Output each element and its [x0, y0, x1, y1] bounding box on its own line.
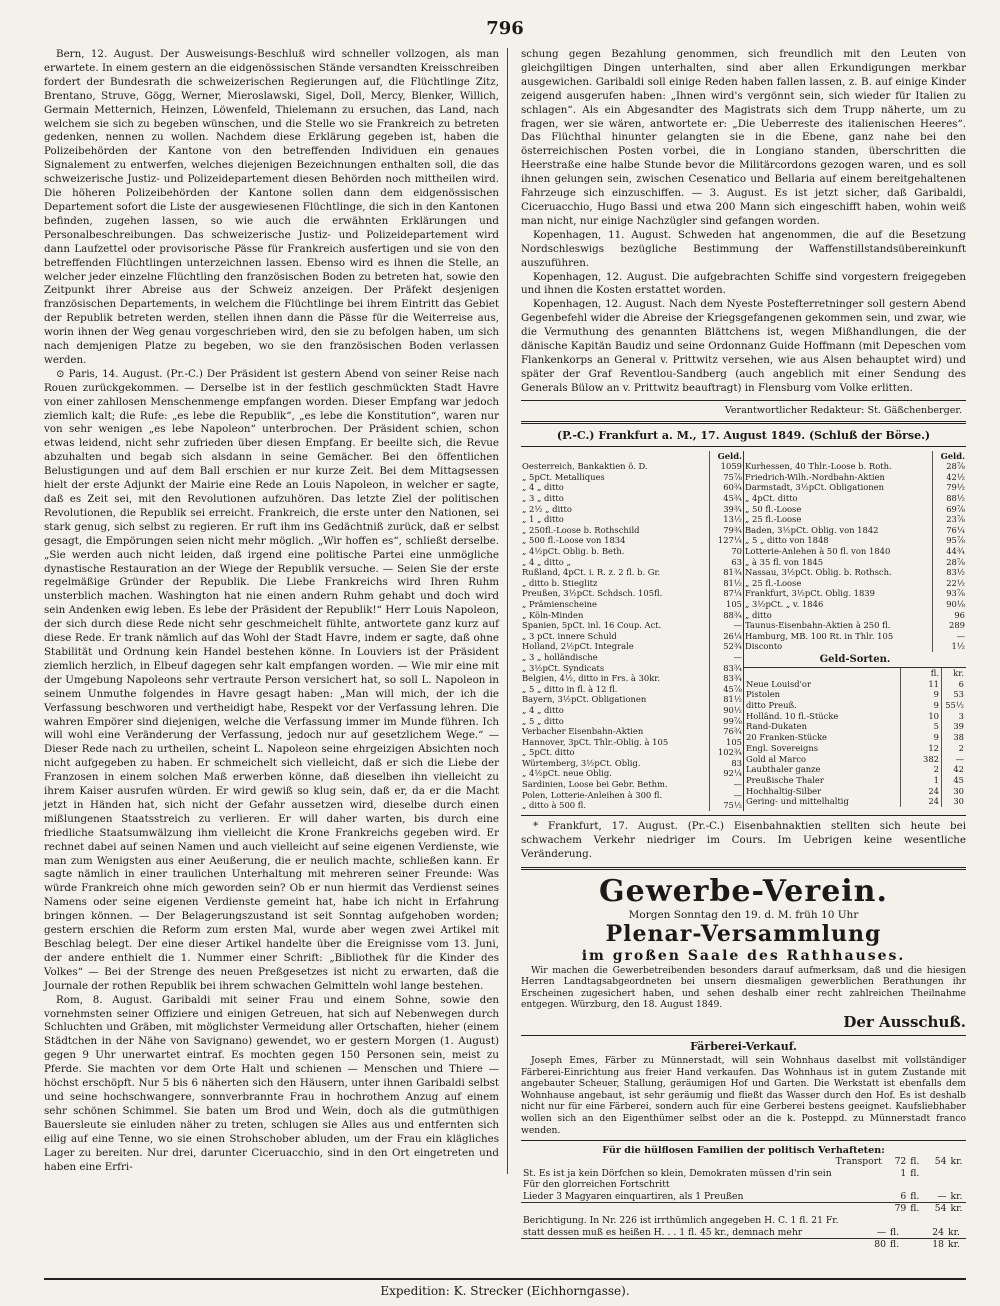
boerse-row: Holland, 2½pCt. Integrale 52¾	[522, 641, 742, 652]
boerse-row: Preußen, 3½pCt. Schdsch. 105fl. 87¼	[522, 588, 742, 599]
boerse-row: Frankfurt, 3½pCt. Oblig. 1839 93⅞	[745, 588, 965, 599]
boerse-title: (P.-C.) Frankfurt a. M., 17. August 1849. (Schluß der Börse.)	[556, 428, 931, 442]
geldsorte-row: Engl. Sovereigns 12 2	[746, 742, 964, 753]
boerse-row: Lotterie-Anlehen à 50 fl. von 1840 44¾	[745, 546, 965, 556]
boerse-row: „ 4½pCt. Oblig. b. Beth. 70	[522, 546, 742, 556]
plenar-versammlung: Plenar-Versammlung	[605, 920, 882, 947]
boerse-row: „ 25 fl.-Loose 22½	[745, 577, 965, 588]
boerse-row: „ 5 „ ditto in fl. à 12 fl. 45⅞	[522, 683, 742, 694]
faerberei-text: Joseph Emes, Färber zu Münnerstadt, will sein Wohnhaus daselbst mit vollständiger Färberei-Einrichtung aus freier Hand verkaufen. Das Wohnhaus ist in gutem Zustande mit angebauter Scheuer, Stallung, geräumigen Hof und Garten. Die Werkstatt ist ebenfalls dem Wohnhause angebaut, ist sehr geräumig und fließt das Wasser durch den Hof. Es ist deshalb nicht nur für eine Färberei, sondern auch für eine Gerberei bestens geeignet. Kaufsliebhaber wollen sich an den Eigenthümer selbst oder an die k. Posteppd. zu Münnerstadt franco wenden.	[521, 1054, 966, 1136]
geldsorten-table: fl. kr. Neue Louisd'or 11 6 Pistolen 9 53 ditto Preuß. 9 55½ Holländ. 10 fl.-Stücke 10 3 Rand-Dukaten 5 39 20 Franken-Stücke 9 38 Engl. Sovereigns 12 2 Gold al Marco 382 — Laubthaler ganze 2 42 Preußische Thaler 1 45 Hochhaltig-Silber 24 30 Gering- und mittelhaltig 24 30	[746, 667, 964, 807]
article-kopenhagen-2: Kopenhagen, 12. August. Die aufgebrachten Schiffe sind vorgestern freigegeben und ihnen die Kosten erstattet worden.	[521, 270, 966, 297]
boerse-row: Bayern, 3½pCt. Obligationen 81½	[522, 694, 742, 705]
boerse-row: „ 5 „ ditto 99⅞	[522, 715, 742, 726]
boerse-row: „ 4 „ ditto 90½	[522, 704, 742, 715]
boerse-row: „ 50 fl.-Loose 69⅞	[745, 503, 965, 514]
article-rom: Rom, 8. August. Garibaldi mit seiner Frau und einem Sohne, sowie den vornehmsten seiner Offiziere und einigen Getreuen, hat sich auf Nebenwegen durch Schluchten und Gräben, mit möglichster Vermeidung aller Ortschaften, hieher (einem Städtchen in der Nähe von Savignano) gewendet, wo er gestern Morgen (1. August) gegen 9 Uhr unerwartet eintraf. Es mochten gegen 150 Personen sein, meist zu Pferde. Sie machten vor dem Orte Halt und schienen — Menschen und Thiere — höchst erschöpft. Nur 5 bis 6 näherten sich den Häusern, unter ihnen Garibaldi selbst und seine hochschwangere, sonnverbrannte Frau in hochrothem Anzug auf einem sehr schönen Schimmel. Sie baten um Brod und Wein, doch als die gutmüthigen Bauersleute sie einluden näher zu treten, schlugen sie Alles aus und entfernten sich eilig auf eine Tenne, wo sie einen Strohschober abluden, um der Frau ein klägliches Lager zu bereiten. Nur drei, darunter Ciceruacchio, sind in den Ort eingetreten und haben eine Erfri-	[44, 993, 499, 1173]
boerse-row: Nassau, 3½pCt. Oblig. b. Rothsch. 83½	[745, 567, 965, 578]
geldsorte-row: Pistolen 9 53	[746, 689, 964, 700]
boerse-row: „ ditto 96	[745, 609, 965, 620]
donations-table	[521, 1156, 966, 1215]
footer-expedition: Expedition: K. Strecker (Eichhorngasse).	[44, 1278, 966, 1298]
left-column	[44, 48, 508, 1174]
donations-title: Für die hülflosen Familien der politisch Verhafteten:	[602, 1145, 885, 1157]
boerse-row: „ 3 „ ditto 45¾	[522, 493, 742, 504]
divider	[521, 400, 966, 401]
geldsorte-row: Holländ. 10 fl.-Stücke 10 3	[746, 710, 964, 721]
geldsorte-row: Neue Louisd'or 11 6	[746, 678, 964, 689]
boerse-row: Hamburg, MB. 100 Rt. in Thlr. 105 —	[745, 630, 965, 641]
boerse-table-left: Geld. Oesterreich, Bankaktien ö. D. 1059 „ 5pCt. Metalliques 75⅞ „ 4 „ ditto 60¾ „ 3 „ ditto 45¾ „ 2½ „ ditto 39¾ „ 1 „ ditto 13½ „ 250fl.-Loose b. Rothschild 79¾ „ 500 fl.-Loose von 1834 127¼ „ 4½pCt. Oblig. b. Beth. 70 „ 4 „ ditto „ 63 Rußland, 4pCt. i. R. z. 2 fl. b. Gr. 81¾ „ ditto b. Stieglitz 81½ Preußen, 3½pCt. Schdsch. 105fl. 87¼ „ Prämienscheine 105 „ Köln-Minden 88¾ Spanien, 5pCt. inl. 16 Coup. Act. — „ 3 pCt. innere Schuld 26¼ Holland, 2½pCt. Integrale 52¾ „ 3 „ holländische — „ 3½pCt. Syndicats 83¾ Belgien, 4½, ditto in Frs. à 30kr. 83¾ „ 5 „ ditto in fl. à 12 fl. 45⅞ Bayern, 3½pCt. Obligationen 81½ „ 4 „ ditto 90½ „ 5 „ ditto 99⅞ Verbacher Eisenbahn-Aktien 76¾ Hannover, 3pCt. Thlr.-Oblig. à 105 105 „ 5pCt. ditto 102¾ Würtemberg, 3½pCt. Oblig. 83 „ 4½pCt. neue Oblig. 92¼ Sardinien, Loose bei Gebr. Bethm. — Polen, Lotterie-Anleihen à 300 fl. — „ ditto à 500 fl. 75½	[522, 450, 742, 811]
boerse-row: Rußland, 4pCt. i. R. z. 2 fl. b. Gr. 81¾	[522, 567, 742, 578]
divider	[521, 446, 966, 447]
geldsorte-row: Gering- und mittelhaltig 24 30	[746, 796, 964, 807]
article-bern: Bern, 12. August. Der Ausweisungs-Beschluß wird schneller vollzogen, als man erwartete. In einem gestern an die eidgenössischen Stände versandten Kreisschreiben fordert der Bundesrath die schweizerischen Regierungen auf, die Flüchtlinge Zitz, Brentano, Struve, Gögg, Werner, Mieroslawski, Sigel, Doll, Mercy, Blenker, Willich, Germain Metternich, Heinzen, Löwenfeld, Thielemann zu ersuchen, das Land, nach welchem sie sich zu begeben wünschen, und die Stelle wo sie Frankreich zu betreten gedenken, nennen zu wollen. Nachdem diese Erklärung gegeben ist, haben die Polizeibehörden der Kantone von den betreffenden Individuen ein genaues Signalement zu entwerfen, welches diejenigen Bezeichnungen enthalten soll, die das schweizerische Justiz- und Polizeidepartement diesen Behörden noch mittheilen wird. Die höheren Polizeibehörden der Kantone sollen dann dem eidgenössischen Departement sofort die Liste der ausgewiesenen Flüchtlinge, die sich in den Kantonen befinden, zugehen lassen, so wie auch die erwähnten Erklärungen und Personalbeschreibungen. Das schweizerische Justiz- und Polizeidepartement wird dann Laufzettel oder provisorische Pässe für Frankreich ausfertigen und sie von den betreffenden Flüchtlingen unterzeichnen lassen. Ebenso wird es ihnen die Stelle, an welcher jeder einzelne Flüchtling den französischen Boden zu betreten hat, sowie den Zeitpunkt ihrer Abreise aus der Schweiz anzeigen. Der Präfekt desjenigen französischen Departements, in welchem die Flüchtlinge bei ihrem Eintritt das Gebiet der Republik betreten werden, stellen ihnen dann die Pässe für die Weiterreise aus, worin ihnen der Weg genau vorgeschrieben wird, den sie zu befolgen haben, um sich nach demjenigen Platze zu begeben, wo sie den französischen Boden verlassen werden.	[44, 48, 499, 366]
boerse-row: „ 5pCt. Metalliques 75⅞	[522, 471, 742, 482]
geldsorte-row: Preußische Thaler 1 45	[746, 774, 964, 785]
berichtigung-row: 80 fl. 18 kr.	[521, 1239, 966, 1251]
article-paris: ⊙ Paris, 14. August. (Pr.-C.) Der Präsident ist gestern Abend von seiner Reise nach Rouen zurückgekommen. — Derselbe ist in der festlich geschmückten Stadt Havre von einer zahllosen Menschenmenge empfangen worden. Dieser Empfang war jedoch ziemlich kalt; die Rufe: „es lebe die Republik“, „es lebe die Konstitution“, waren nur von sehr wenigen „es lebe Napoleon“ unterbrochen. Der Präsident schien, schon etwas leidend, nicht sehr zufrieden über diesen Empfang. Er beeilte sich, die Revue abzuhalten und begab sich alsdann in seine Gemächer. Bei den öffentlichen Belustigungen und auf dem Ball erschien er nur kurze Zeit. Bei dem Mittagsessen hielt der erste Adjunkt der Mairie eine Rede an Louis Napoleon, in welcher er sagte, daß es Zeit sei, mit den Revolutionen aufzuhören. Das letzte Ziel der politischen Revolutionen, die Republik sei erreicht. Frankreich, die erste unter den Nationen, sei stark genug, sich selbst zu regieren. Er ruft ihm ins Gedächtniß zurück, daß er selbst gesagt, die Empörungen seien nicht mehr möglich. „Wir hoffen es“, schließt derselbe. „Sie werden auch nicht leiden, daß irgend eine politische Partei eine unmögliche dynastische Restauration an der Wiege der Republik versuche. — Seien Sie der erste regelmäßige Gründer der Republik. Die Liebe Frankreichs wird Ihren Ruhm unsterblich machen. Washington hat nie einen andern Ruhm gehabt und doch wird sein Andenken ewig leben. Es lebe der Präsident der Republik!“ Herr Louis Napoleon, der sich durch diese Rede nicht sehr geschmeichelt fühlte, antwortete ganz kurz auf diese Rede. Er trank nämlich auf das Wohl der Stadt Havre, indem er sagte, daß ohne Stabilität und Ordnung kein Handel bestehen könne. In Louviers ist der Präsident ziemlich herzlich, in Elbeuf dagegen sehr kalt empfangen worden. — Wie mir eine mit der Umgebung Napoleons sehr vertraute Person versichert hat, so soll L. Napoleon in seinem Unmuthe folgendes in Havre gesagt haben: „Man will mich, der ich die Verfassung beschworen und vertheidigt habe, Respekt vor der Verfassung lehren. Die wahren Empörer sind diejenigen, welche die Verfassung immer im Munde führen. Ich will wohl eine Veränderung der Verfassung, jedoch nur auf gesetzlichem Wege.“ — Dieser Rede nach zu urtheilen, scheint L. Napoleon seine ehrgeizigen Absichten noch nicht aufgegeben zu haben. Er schmeichelt sich vielleicht, daß er sich die Liebe der Franzosen in einem solchen Maß erwerben könne, daß dieselben ihn vielleicht zu ihrem Kaiser ausrufen würden. Er wird gewiß so klug sein, daß er, da er die Macht jetzt in Händen hat, sich nicht der Gefahr aussetzen wird, dieselbe durch einen mißlungenen Staatsstreich zu verlieren. Er will daher warten, bis durch eine friedliche Staatsumwälzung ihm vielleicht die Krone Frankreichs gegeben wird. Er rechnet dabei auf seinen Namen und auch vielleicht auf seine eigenen Verdienste, wie man zum Wenigsten aus einer Aeußerung, die er neulich machte, schließen kann. Er sagte nämlich in einer traulichen Unterhaltung mit mehreren seiner Freunde: Was würde Frankreich ohne mich geworden sein? Ob er nun hiermit das Verdienst seines Namens oder seine eigenen Verdienste gemeint hat, habe ich nicht in Erfahrung bringen können. — Der Belagerungszustand ist seit Sonntag aufgehoben worden; gestern erschien die Reform zum ersten Mal, wurde aber wegen zwei Artikel mit Beschlag belegt. Der eine dieser Artikel handelte über die Ereignisse vom 13. Juni, der andere enthielt die 1. Nummer einer Schrift: „Bibliothek für die Kinder des Volkes“ — Bei der Strenge des neuen Preßgesetzes ist nicht zu erwarten, daß die Journale der rothen Republik bei ihrem schwachen Gelmitteln wohl lange bestehen.	[44, 367, 499, 992]
berichtigung-row: Berichtigung. In Nr. 226 ist irrthümlich angegeben H. C. 1 fl. 21 Fr.	[523, 1215, 839, 1227]
boerse-row: Würtemberg, 3½pCt. Oblig. 83	[522, 757, 742, 768]
boerse-row: Darmstadt, 3½pCt. Obligationen 79½	[745, 482, 965, 493]
boerse-row: „ 250fl.-Loose b. Rothschild 79¾	[522, 524, 742, 535]
article-kopenhagen-3: Kopenhagen, 12. August. Nach dem Nyeste Postefterretninger soll gestern Abend Gegenbefehl wider die Abreise der Kriegsgefangenen gekommen sein, und zwar, wie die Vermuthung des genannten Blättchens ist, wegen Mißhandlungen, die der dänische Kapitän Baudiz und seine Ordonnanz Guide Hoffmann (mit Depeschen vom Flankenkorps an General v. Prittwitz versehen, wie aus Alsen behauptet wird) und später der Graf Reventlou-Sandberg (auch angeblich mit einer Sendung des Generals Bülow an v. Prittwitz beauftragt) in Flensburg vom Volke erlitten.	[521, 298, 966, 394]
geldsorte-row: ditto Preuß. 9 55½	[746, 700, 964, 711]
geldsorte-row: Gold al Marco 382 —	[746, 753, 964, 764]
donation-row: St. Es ist ja kein Dörfchen so klein, Demokraten müssen d'rin sein 1 fl.	[523, 1167, 920, 1179]
divider	[521, 1140, 966, 1141]
divider	[521, 867, 966, 870]
gewerbe-verein-signature: Der Ausschuß.	[843, 1012, 966, 1031]
boerse-table	[521, 451, 966, 811]
page-number: 796	[486, 18, 524, 39]
boerse-row: Kurhessen, 40 Thlr.-Loose b. Roth. 28⅞	[745, 461, 965, 472]
article-kopenhagen-1: Kopenhagen, 11. August. Schweden hat angenommen, die auf die Besetzung Nordschleswigs bezügliche Bestimmung der Waffenstillstandsübereinkunft auszuführen.	[521, 228, 966, 269]
geldsorten-title: Geld-Sorten.	[744, 652, 966, 668]
boerse-row: „ 3½pCt. Syndicats 83¾	[522, 662, 742, 673]
boerse-row: „ 3 „ holländische —	[522, 651, 742, 662]
boerse-row: Belgien, 4½, ditto in Frs. à 30kr. 83¾	[522, 673, 742, 684]
boerse-row: „ 25 fl.-Loose 23⅞	[745, 514, 965, 525]
gewerbe-verein-date: Morgen Sonntag den 19. d. M. früh 10 Uhr	[628, 908, 859, 921]
boerse-row: Sardinien, Loose bei Gebr. Bethm. —	[522, 779, 742, 790]
boerse-row: „ 3 pCt. innere Schuld 26¼	[522, 630, 742, 641]
faerberei-title: Färberei-Verkauf.	[690, 1039, 797, 1053]
boerse-row: „ 4pCt. ditto 88½	[745, 493, 965, 504]
donation-row: Lieder 3 Magyaren einquartiren, als 1 Preußen 6 fl. — kr.	[523, 1190, 963, 1202]
frankfurt-note: * Frankfurt, 17. August. (Pr.-C.) Eisenbahnaktien stellten sich heute bei schwachem Verkehr niedriger im Cours. Im Uebrigen keine wesentliche Veränderung.	[521, 819, 966, 860]
boerse-row: Hannover, 3pCt. Thlr.-Oblig. à 105 105	[522, 736, 742, 747]
boerse-row: Polen, Lotterie-Anleihen à 300 fl. —	[522, 789, 742, 800]
boerse-row: „ 5 „ ditto von 1848 95⅞	[745, 535, 965, 546]
boerse-row: „ 3½pCt. „ v. 1846 90⅛	[745, 598, 965, 609]
boerse-row: Spanien, 5pCt. inl. 16 Coup. Act. —	[522, 620, 742, 631]
geldsorte-row: Rand-Dukaten 5 39	[746, 721, 964, 732]
boerse-row: „ Köln-Minden 88¾	[522, 609, 742, 620]
donation-row: Transport 72 fl. 54 kr.	[835, 1156, 963, 1168]
boerse-row: „ Prämienscheine 105	[522, 598, 742, 609]
editor-line: Verantwortlicher Redakteur: St. Gäßchenberger.	[724, 404, 962, 416]
article-rom-continued: schung gegen Bezahlung genommen, sich freundlich mit den Leuten von gleichgiltigen Dingen unterhalten, sind aber allen Erkundigungen merkbar ausgewichen. Garibaldi soll einige Reden haben fallen lassen, z. B. auf einige Kinder zeigend ausgerufen haben: „Ihnen wird's vergönnt sein, sich wieder für Italien zu schlagen“. Als ein Abgesandter des Magistrats sich dem Trupp näherte, um zu fragen, wer sie wären, antwortete er: „Die Ueberreste des italienischen Heeres“. Das Flüchthal hinunter gelangten sie in die Ebene, ganz nahe bei den österreichischen Posten vorbei, die in Longiano standen, überschritten die Heerstraße eine halbe Stunde bevor die Militärcordons gezogen waren, und es soll ihnen gelungen sein, zwischen Cesenatico und Bellaria auf einem bereitgehaltenen Fahrzeuge sich einzuschiffen. — 3. August. Es ist jetzt sicher, daß Garibaldi, Ciceruacchio, Hugo Bassi und etwa 200 Mann sich eingeschifft haben, wohin weiß man nicht, nur einige Nachzügler sind gefangen worden.	[521, 48, 966, 227]
berichtigung-row: statt dessen muß es heißen H. . . 1 fl. 45 kr., demnach mehr — fl. 24 kr.	[523, 1226, 960, 1238]
boerse-row: Verbacher Eisenbahn-Aktien 76¾	[522, 726, 742, 737]
boerse-row: „ ditto b. Stieglitz 81½	[522, 577, 742, 588]
boerse-row: „ 4 „ ditto 60¾	[522, 482, 742, 493]
divider	[521, 815, 966, 816]
boerse-row: „ 4 „ ditto „ 63	[522, 556, 742, 567]
divider	[521, 1035, 966, 1036]
right-column	[521, 48, 966, 1251]
boerse-row: Friedrich-Wilh.-Nordbahn-Aktien 42½	[745, 471, 965, 482]
boerse-table-right: Geld. Kurhessen, 40 Thlr.-Loose b. Roth. 28⅞ Friedrich-Wilh.-Nordbahn-Aktien 42½ Darmstadt, 3½pCt. Obligationen 79½ „ 4pCt. ditto 88½ „ 50 fl.-Loose 69⅞ „ 25 fl.-Loose 23⅞ Baden, 3½pCt. Oblig. von 1842 76¼ „ 5 „ ditto von 1848 95⅞ Lotterie-Anlehen à 50 fl. von 1840 44¾ „ à 35 fl. von 1845 28⅞ Nassau, 3½pCt. Oblig. b. Rothsch. 83½ „ 25 fl.-Loose 22½ Frankfurt, 3½pCt. Oblig. 1839 93⅞ „ 3½pCt. „ v. 1846 90⅛ „ ditto 96 Taunus-Eisenbahn-Aktien à 250 fl. 289 Hamburg, MB. 100 Rt. in Thlr. 105 — Disconto 1½	[745, 450, 965, 652]
boerse-row: Baden, 3½pCt. Oblig. von 1842 76¼	[745, 524, 965, 535]
geldsorte-row: Laubthaler ganze 2 42	[746, 764, 964, 775]
boerse-row: „ 1 „ ditto 13½	[522, 514, 742, 525]
boerse-row: „ à 35 fl. von 1845 28⅞	[745, 556, 965, 567]
boerse-row: „ ditto à 500 fl. 75½	[522, 800, 742, 811]
boerse-row: „ 2½ „ ditto 39¾	[522, 503, 742, 514]
boerse-row: Taunus-Eisenbahn-Aktien à 250 fl. 289	[745, 620, 965, 631]
gewerbe-verein-location: im großen Saale des Rathhauses.	[581, 947, 906, 964]
geldsorte-row: Hochhaltig-Silber 24 30	[746, 785, 964, 796]
gewerbe-verein-title: Gewerbe-Verein.	[599, 873, 888, 909]
gewerbe-verein-text: Wir machen die Gewerbetreibenden besonders darauf aufmerksam, daß und die hiesigen Herren Landtagsabgeordneten bei unsern diesmaligen gewerblichen Berathungen ihr Erscheinen zugesichert haben, und sehen deshalb einer recht zahlreichen Theilnahme entgegen. Würzburg, den 18. August 1849.	[521, 964, 966, 1011]
berichtigung-table	[521, 1215, 966, 1251]
boerse-row: Oesterreich, Bankaktien ö. D. 1059	[522, 461, 742, 472]
columns	[44, 48, 966, 1251]
donation-row: 79 fl. 54 kr.	[521, 1203, 966, 1215]
boerse-row: Disconto 1½	[745, 641, 965, 652]
boerse-row: „ 500 fl.-Loose von 1834 127¼	[522, 535, 742, 546]
geldsorte-row: 20 Franken-Stücke 9 38	[746, 732, 964, 743]
boerse-row: „ 4½pCt. neue Oblig. 92¼	[522, 768, 742, 779]
donation-row: Für den glorreichen Fortschritt	[523, 1179, 670, 1191]
boerse-row: „ 5pCt. ditto 102¾	[522, 747, 742, 758]
divider	[521, 421, 966, 424]
